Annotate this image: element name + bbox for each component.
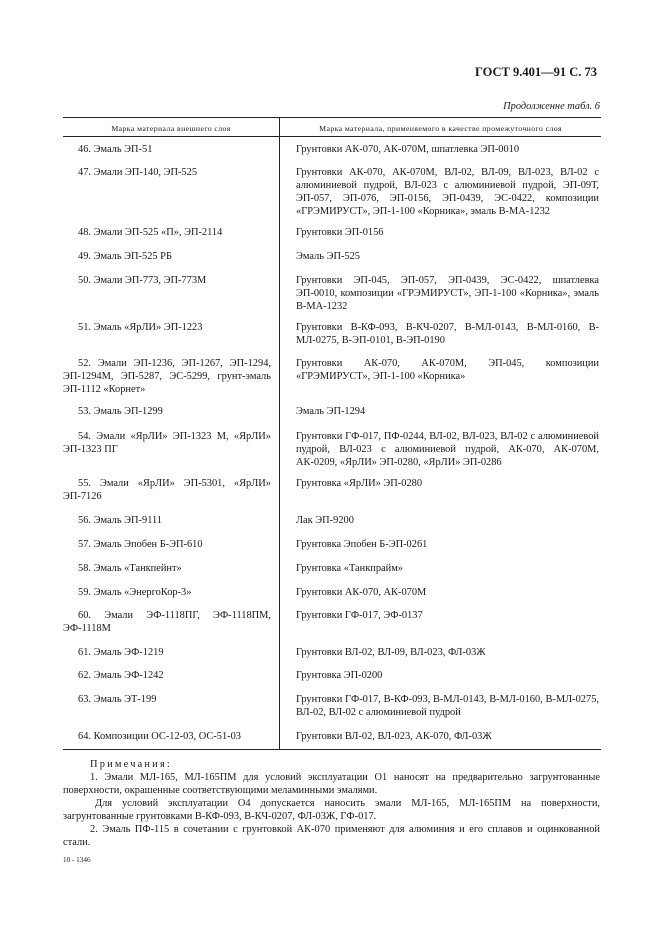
table-continuation-label: Продолженне табл. 6 <box>503 101 600 112</box>
outer-layer-material: 59. Эмаль «ЭнергоКор-3» <box>78 587 192 598</box>
outer-layer-material: 60. Эмали ЭФ-1118ПГ, ЭФ-1118ПМ, ЭФ-1118М <box>63 610 271 634</box>
outer-layer-material: 52. Эмали ЭП-1236, ЭП-1267, ЭП-1294, ЭП-1294М, ЭП-5287, ЭС-5299, грунт-эмаль ЭП-1112 «Корнет» <box>63 358 271 395</box>
column-header-left: Марка материала внешнего слоя <box>111 124 231 133</box>
outer-layer-material: 57. Эмаль Эпобен Б-ЭП-610 <box>78 539 203 550</box>
intermediate-layer-material: Грунтовка Эпобен Б-ЭП-0261 <box>296 539 428 550</box>
note-item: 2. Эмаль ПФ-115 в сочетании с грунтовкой АК-070 применяют для алюминия и его сплавов и оцинкованной стали. <box>63 824 600 848</box>
intermediate-layer-material: Грунтовки ГФ-017, В-КФ-093, В-МЛ-0143, В-МЛ-0160, В-МЛ-0275, ВЛ-02, ВЛ-02 с алюминиевой пудрой <box>296 694 599 718</box>
outer-layer-material: 61. Эмаль ЭФ-1219 <box>78 647 164 658</box>
outer-layer-material: 63. Эмаль ЭТ-199 <box>78 694 157 705</box>
intermediate-layer-material: Грунтовки ГФ-017, ПФ-0244, ВЛ-02, ВЛ-023, ВЛ-02 с алюминиевой пудрой, ВЛ-023 с алюминиевой пудрой, АК-070, АК-070М, АК-0209, «ЯрЛИ» ЭП-0280, «ЯрЛИ» ЭП-0286 <box>296 431 599 468</box>
intermediate-layer-material: Эмаль ЭП-1294 <box>296 406 366 417</box>
outer-layer-material: 62. Эмаль ЭФ-1242 <box>78 670 164 681</box>
intermediate-layer-material: Грунтовки ГФ-017, ЭФ-0137 <box>296 610 423 621</box>
column-divider <box>279 117 280 749</box>
note-item: Для условий эксплуатации О4 допускается наносить эмали МЛ-165, МЛ-165ПМ на поверхности, загрунтованные грунтовками В-КФ-093, В-КЧ-0207, ФЛ-03Ж, ГФ-017. <box>63 798 600 822</box>
outer-layer-material: 56. Эмаль ЭП-9111 <box>78 515 163 526</box>
intermediate-layer-material: Эмаль ЭП-525 <box>296 251 360 262</box>
outer-layer-material: 49. Эмаль ЭП-525 РБ <box>78 251 172 262</box>
intermediate-layer-material: Грунтовки АК-070, АК-070М, ЭП-045, композиции «ГРЭМИРУСТ», ЭП-1-100 «Корника» <box>296 358 599 382</box>
outer-layer-material: 64. Композиции ОС-12-03, ОС-51-03 <box>78 731 241 742</box>
page-footer: 10 - 1346 <box>63 856 91 864</box>
intermediate-layer-material: Грунтовки В-КФ-093, В-КЧ-0207, В-МЛ-0143, В-МЛ-0160, В-МЛ-0275, В-ЭП-0101, В-ЭП-0190 <box>296 322 599 346</box>
column-header-right: Марка материала, применяемого в качестве промежуточного слоя <box>319 124 562 133</box>
outer-layer-material: 50. Эмали ЭП-773, ЭП-773М <box>78 275 207 286</box>
intermediate-layer-material: Грунтовки ЭП-0156 <box>296 227 384 238</box>
intermediate-layer-material: Грунтовки АК-070, АК-070М, ВЛ-02, ВЛ-09, ВЛ-023, ВЛ-02 с алюминиевой пудрой, ВЛ-023 с алюминиевой пудрой, ЭП-09Т, ЭП-057, ЭП-076, ЭП-0156, ЭП-0439, ЭС-0422, композиции «ГРЭМИРУСТ», ЭП-1-100 «Корника», эмаль В-МА-1232 <box>296 167 599 217</box>
table-bottom-rule <box>63 749 601 750</box>
outer-layer-material: 54. Эмали «ЯрЛИ» ЭП-1323 М, «ЯрЛИ» ЭП-1323 ПГ <box>63 431 271 455</box>
note-item: 1. Эмали МЛ-165, МЛ-165ПМ для условий эксплуатации О1 наносят на предварительно загрунтованные поверхности, окрашенные соответствующими меламинными эмалями. <box>63 772 600 796</box>
intermediate-layer-material: Лак ЭП-9200 <box>296 515 354 526</box>
table-header-rule <box>63 136 601 137</box>
intermediate-layer-material: Грунтовки ЭП-045, ЭП-057, ЭП-0439, ЭС-0422, шпатлевка ЭП-0010, композиции «ГРЭМИРУСТ», ЭП-1-100 «Корника», эмаль В-МА-1232 <box>296 275 599 312</box>
intermediate-layer-material: Грунтовка «ЯрЛИ» ЭП-0280 <box>296 478 423 489</box>
page-header: ГОСТ 9.401—91 С. 73 <box>474 65 597 79</box>
outer-layer-material: 47. Эмали ЭП-140, ЭП-525 <box>78 167 198 178</box>
intermediate-layer-material: Грунтовки АК-070, АК-070М, шпатлевка ЭП-0010 <box>296 144 520 155</box>
outer-layer-material: 58. Эмаль «Танкпейнт» <box>78 563 182 574</box>
intermediate-layer-material: Грунтовка «Танкпрайм» <box>296 563 403 574</box>
intermediate-layer-material: Грунтовка ЭП-0200 <box>296 670 383 681</box>
intermediate-layer-material: Грунтовки ВЛ-02, ВЛ-023, АК-070, ФЛ-03Ж <box>296 731 492 742</box>
outer-layer-material: 48. Эмали ЭП-525 «П», ЭП-2114 <box>78 227 223 238</box>
outer-layer-material: 55. Эмали «ЯрЛИ» ЭП-5301, «ЯрЛИ» ЭП-7126 <box>63 478 271 502</box>
notes-title: Примечания: <box>90 759 173 770</box>
outer-layer-material: 46. Эмаль ЭП-51 <box>78 144 153 155</box>
table-top-rule <box>63 117 601 118</box>
intermediate-layer-material: Грунтовки АК-070, АК-070М <box>296 587 427 598</box>
intermediate-layer-material: Грунтовки ВЛ-02, ВЛ-09, ВЛ-023, ФЛ-03Ж <box>296 647 486 658</box>
outer-layer-material: 51. Эмаль «ЯрЛИ» ЭП-1223 <box>78 322 203 333</box>
outer-layer-material: 53. Эмаль ЭП-1299 <box>78 406 163 417</box>
notes <box>63 771 600 849</box>
